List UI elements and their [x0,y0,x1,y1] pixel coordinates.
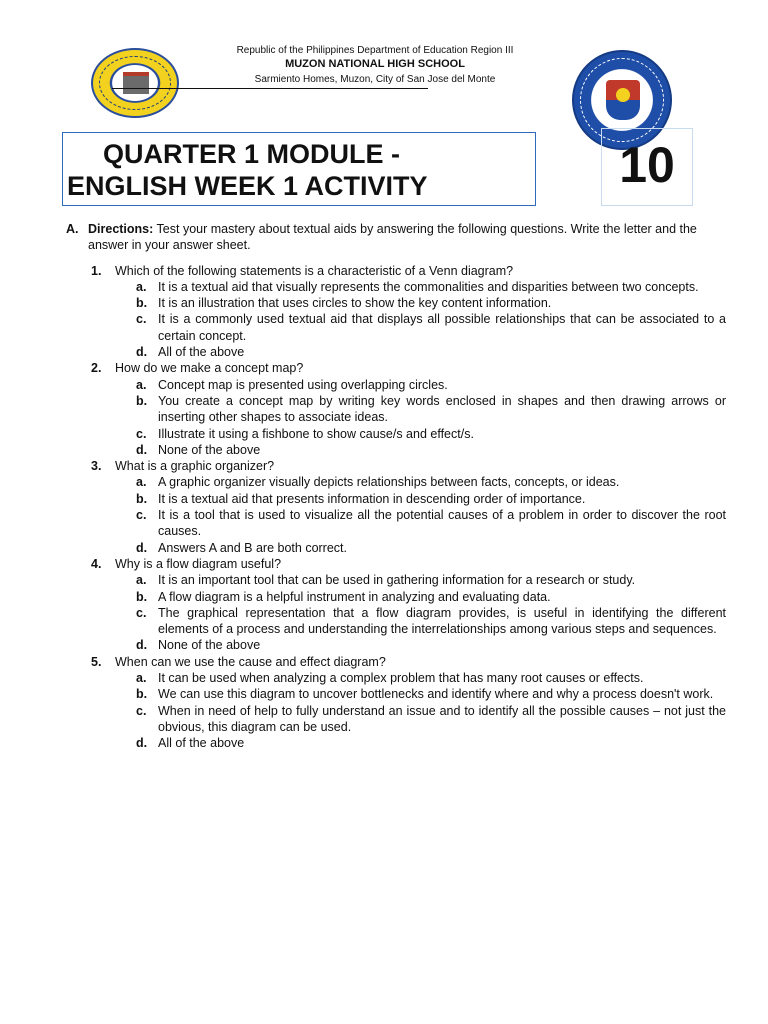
directions-label: A. [66,222,79,236]
option-letter: b. [136,589,148,604]
option-text: None of the above [158,638,261,653]
option-text: It is a tool that is used to visualize all the potential causes of a problem in order to discover the root causes. [158,508,726,539]
answer-option [136,426,726,442]
question-4 [91,556,726,572]
question-text: How do we make a concept map? [115,361,304,376]
option-letter: c. [136,508,147,523]
option-text: The graphical representation that a flow diagram provides, is useful in identifying the different elements of a process and understanding the interrelationships among various steps and sequences. [158,605,726,637]
option-text: It is an illustration that uses circles to show the key content information. [158,296,552,311]
answer-option [136,686,726,702]
question-text: Why is a flow diagram useful? [115,556,282,571]
answer-option [136,637,726,653]
option-letter: d. [136,638,148,653]
question-text: Which of the following statements is a characteristic of a Venn diagram? [115,263,514,278]
option-text: You create a concept map by writing key words enclosed in shapes and then drawing arrows or inserting other shapes to associate ideas. [158,393,726,425]
option-letter: b. [136,491,148,506]
answer-option [136,703,726,736]
option-letter: c. [136,426,147,441]
title-box [62,132,536,206]
answer-option [136,507,726,540]
header-underline [112,88,428,89]
question-number: 3. [91,459,102,474]
answer-option [136,670,726,686]
header-department: Republic of the Philippines Department of Education Region III [236,45,514,56]
title-line-2: ENGLISH WEEK 1 ACTIVITY [67,171,428,201]
question-number: 5. [91,654,102,669]
directions [66,221,726,254]
option-text: All of the above [158,736,245,751]
question-number: 4. [91,556,102,571]
answer-option [136,377,726,393]
option-text: Illustrate it using a fishbone to show cause/s and effect/s. [158,426,474,441]
option-text: Answers A and B are both correct. [158,540,347,555]
header-school-name: MUZON NATIONAL HIGH SCHOOL [285,58,465,70]
option-text: A flow diagram is a helpful instrument in analyzing and evaluating data. [158,589,551,604]
answer-option [136,295,726,311]
option-letter: c. [136,312,147,327]
option-text: Concept map is presented using overlapping circles. [158,377,448,392]
option-text: It is a textual aid that visually represents the commonalities and disparities between two concepts. [158,279,699,294]
question-2 [91,360,726,376]
option-text: It can be used when analyzing a complex problem that has many root causes or effects. [158,671,644,686]
option-letter: c. [136,703,147,718]
question-number: 1. [91,263,102,278]
answer-option [136,474,726,490]
option-letter: d. [136,442,148,457]
school-logo-building [123,72,149,94]
answer-option [136,589,726,605]
answer-option [136,572,726,588]
directions-text [88,221,726,254]
grade-level: 10 [619,137,675,193]
answer-option [136,540,726,556]
question-text: When can we use the cause and effect diagram? [115,654,386,669]
grade-box [601,128,693,206]
answer-option [136,735,726,751]
option-text: It is an important tool that can be used in gathering information for a research or study. [158,573,636,588]
header-address: Sarmiento Homes, Muzon, City of San Jose del Monte [254,74,496,85]
question-3 [91,458,726,474]
school-logo [91,48,179,118]
question-number: 2. [91,361,102,376]
option-letter: b. [136,687,148,702]
answer-option [136,344,726,360]
answer-option [136,442,726,458]
option-letter: d. [136,736,148,751]
option-text: None of the above [158,442,261,457]
option-text: A graphic organizer visually depicts relationships between facts, concepts, or ideas. [158,475,620,490]
answer-option [136,279,726,295]
activity-content [66,221,726,752]
option-letter: a. [136,279,147,294]
option-letter: a. [136,573,147,588]
option-letter: a. [136,671,147,686]
answer-option [136,605,726,638]
option-letter: d. [136,540,148,555]
option-letter: a. [136,475,147,490]
option-text: All of the above [158,345,245,360]
deped-seal-sun [616,88,630,102]
option-letter: a. [136,377,147,392]
question-text: What is a graphic organizer? [115,459,275,474]
option-text: It is a commonly used textual aid that displays all possible relationships that can be associated to a certain concept. [158,312,726,343]
question-list [66,263,726,752]
question-1 [91,263,726,279]
answer-option [136,491,726,507]
title-line-1: QUARTER 1 MODULE - [103,139,400,169]
directions-heading: Directions: [88,222,154,236]
answer-option [136,311,726,344]
question-5 [91,654,726,670]
option-letter: d. [136,345,148,360]
option-letter: b. [136,393,148,408]
answer-option [136,393,726,426]
option-letter: b. [136,296,148,311]
directions-body: Test your mastery about textual aids by answering the following questions. Write the letter and the answer in your answer sheet. [88,222,697,253]
option-text: We can use this diagram to uncover bottlenecks and identify where and why a process doesn't work. [158,687,714,702]
option-letter: c. [136,605,147,620]
option-text: It is a textual aid that presents information in descending order of importance. [158,491,586,506]
option-text: When in need of help to fully understand an issue and to identify all the possible causes – not just the obvious, this diagram can be used. [158,703,726,734]
